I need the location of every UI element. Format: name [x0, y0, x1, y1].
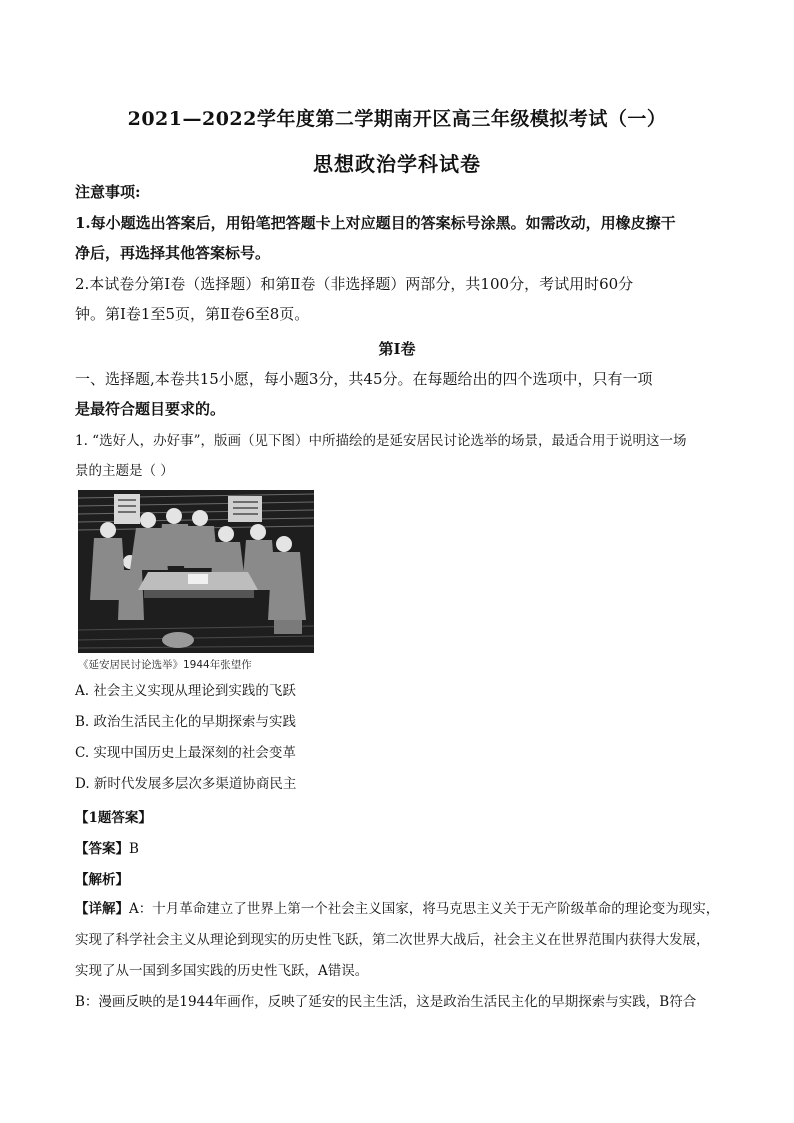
detail-line-3: 实现了从一国到多国实践的历史性飞跃，A错误。: [75, 963, 369, 979]
woodcut-illustration: [78, 490, 314, 653]
analysis-tag: 【解析】: [75, 872, 129, 888]
option-d: D. 新时代发展多层次多渠道协商民主: [75, 776, 297, 792]
detail-line-4: B：漫画反映的是1944年画作，反映了延安的民主生活，这是政治生活民主化的早期探索与实践，B符合: [75, 994, 697, 1010]
notes-heading: 注意事项:: [75, 183, 141, 201]
section-label: 第Ⅰ卷: [378, 340, 416, 358]
woodcut-print-image: [78, 490, 314, 653]
detail-line-2: 实现了科学社会主义从理论到现实的历史性飞跃，第二次世界大战后，社会主义在世界范围内获得大发展，: [75, 932, 710, 948]
option-b: B. 政治生活民主化的早期探索与实践: [75, 714, 297, 730]
note-item-2-line-1: 2.本试卷分第Ⅰ卷（选择题）和第Ⅱ卷（非选择题）两部分，共100分，考试用时60分: [75, 275, 634, 293]
answer-label: 【答案】: [75, 841, 129, 857]
option-a: A. 社会主义实现从理论到实践的飞跃: [75, 683, 296, 699]
option-c: C. 实现中国历史上最深刻的社会变革: [75, 745, 296, 761]
figure-caption: 《延安居民讨论选举》1944年张望作: [78, 659, 252, 671]
exam-title: 2021—2022学年度第二学期南开区高三年级模拟考试（一）: [127, 108, 667, 130]
exam-subtitle: 思想政治学科试卷: [313, 152, 481, 176]
question-1-stem-line-1: 1. “选好人，办好事”，版画（见下图）中所描绘的是延安居民讨论选举的场景，最适合用于说明这一场: [75, 433, 687, 449]
detail-text-1: A：十月革命建立了世界上第一个社会主义国家，将马克思主义关于无产阶级革命的理论变为现实，: [129, 901, 720, 917]
detail-label: 【详解】: [75, 901, 129, 917]
note-item-1-line-1: 1.每小题选出答案后，用铅笔把答题卡上对应题目的答案标号涂黑。如需改动，用橡皮擦干: [75, 214, 676, 232]
answer-label-row: [75, 837, 139, 857]
section-intro-line-2: 是最符合题目要求的。: [75, 400, 226, 418]
answer-value: B: [129, 841, 139, 857]
note-item-2-line-2: 钟。第Ⅰ卷1至5页，第Ⅱ卷6至8页。: [75, 305, 310, 323]
note-item-1-line-2: 净后，再选择其他答案标号。: [75, 244, 271, 262]
answer-block-tag: 【1题答案】: [75, 810, 152, 826]
section-intro-line-1: 一、选择题,本卷共15小愿，每小题3分，共45分。在每题给出的四个选项中，只有一项: [75, 370, 653, 388]
detail-line-1: [75, 899, 725, 919]
question-1-stem-line-2: 景的主题是（ ）: [75, 463, 174, 479]
